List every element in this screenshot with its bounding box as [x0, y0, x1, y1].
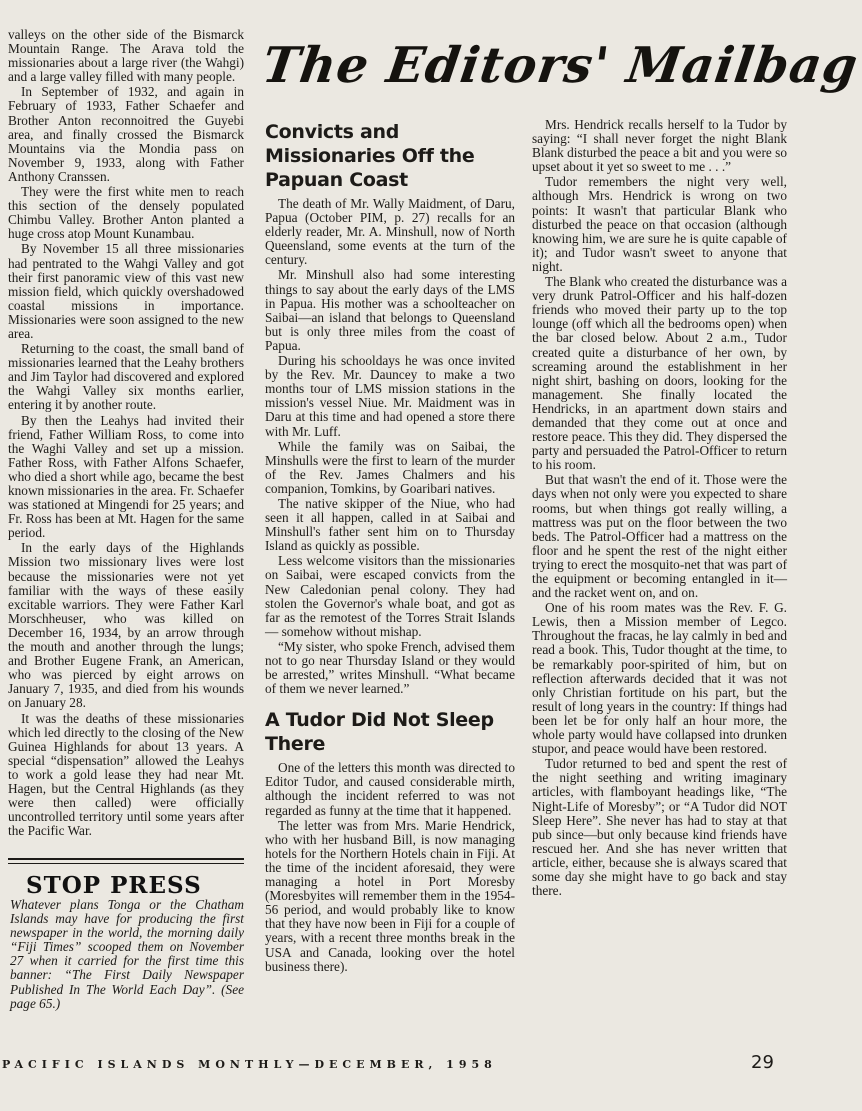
paragraph: valleys on the other side of the Bismarck Mountain Range. The Arava told the missionaries about a large river (the Wahgi) and a large valley filled with many people. [8, 27, 244, 85]
paragraph: By then the Leahys had invited their friend, Father William Ross, to come into the Waghi Valley and set up a mission. Father Ross, with Father Alfons Schaefer, who died a short while ago, became the best known missionaries in the area. Fr. Schaefer was stationed at Mingendi for 25 years; and Fr. Ross has been at Mt. Hagen for the same period. [8, 412, 244, 541]
paragraph: Mrs. Hendrick recalls herself to la Tudor by saying: “I shall never forget the night Blank Blank disturbed the peace a bit and you were so upset about it yet so sweet to me . . .” [532, 117, 787, 175]
paragraph: Tudor returned to bed and spent the rest of the night seething and writing imaginary articles, with flamboyant headings like, “The Night-Life of Moresby”; or “A Tudor did NOT Sleep Here”. She never has had to stay at that pub since—but only because kind friends have rescued her. And she has never written that article, either, because she is always scared that some day she might have to go back and stay there. [532, 756, 787, 899]
paragraph: One of the letters this month was directed to Editor Tudor, and caused considerable mirth, although the incident referred to was not regarded as funny at the time that it happened. [265, 760, 515, 818]
paragraph: During his schooldays he was once invited by the Rev. Mr. Dauncey to make a two months tour of LMS mission stations in the mission's vessel Niue. Mr. Maidment was in Daru at this time and had opened a store there with Mr. Luff. [265, 353, 515, 439]
paragraph: The death of Mr. Wally Maidment, of Daru, Papua (October PIM, p. 27) recalls for an elderly reader, Mr. A. Minshull, now of North Queensland, some events at the turn of the century. [265, 196, 515, 268]
paragraph: They were the first white men to reach this section of the densely populated Chimbu Valley. Brother Anton planted a huge cross atop Mount Kunambau. [8, 184, 244, 242]
paragraph: The native skipper of the Niue, who had seen it all happen, called in at Saibai and Minshull's father sent him on to Thursday Island as quickly as possible. [265, 495, 515, 554]
paragraph: The letter was from Mrs. Marie Hendrick, who with her husband Bill, is now managing hotels for the Northern Hotels chain in Fiji. At the time of the incident aforesaid, they were managing a hotel in Port Moresby (Moresbyites will remember them in the 1954-56 period, and would probably like to know that they have now been in Fiji for a couple of years, with a recent three months break in the USA and Canada, looking over the hotel business there). [265, 817, 515, 974]
paragraph: The Blank who created the disturbance was a very drunk Patrol-Officer and his half-dozen friends who moved their party up to the top lounge (off which all the bedrooms open) when the bar closed below. About 2 a.m., Tudor created quite a disturbance of her own, by screaming around the establishment in her night shirt, bashing on doors, looking for the management. She finally located the Hendricks, in an apartment down stairs and demanded that they come out at once and restore peace. This they did. They dispersed the party and persuaded the Patrol-Officer to return to his room. [532, 274, 787, 473]
page-number: 29 [751, 1052, 774, 1073]
running-title: PACIFIC ISLANDS MONTHLY—DECEMBER, 1958 [2, 1058, 497, 1071]
paragraph: While the family was on Saibai, the Minshulls were the first to learn of the murder of the Rev. James Chalmers and his companion, Tomkins, by Goaribari natives. [265, 438, 515, 496]
paragraph: In the early days of the Highlands Mission two missionary lives were lost because the missionaries were not yet familiar with the ways of these easily excitable warriors. They were Father Karl Morschheuser, who was killed on December 16, 1934, by an arrow through the mouth and another through the lungs; and Brother Eugene Frank, an American, who was pierced by eight arrows on January 7, 1935, and died from his wounds on January 28. [8, 540, 244, 711]
column-middle [265, 118, 515, 975]
column-left [8, 28, 244, 839]
paragraph: By November 15 all three missionaries had pentrated to the Wahgi Valley and got their first panoramic view of this vast new mission field, which quickly overshadowed coastal missions in importance. Missionaries were soon assigned to the new area. [8, 241, 244, 341]
stop-press-text: Whatever plans Tonga or the Chatham Islands may have for producing the first newspaper in the world, the morning daily “Fiji Times” scooped them on November 27 when it carried for the first time this banner: “The First Daily Newspaper Published In The World Each Day”. (See page 65.) [10, 897, 244, 1011]
article-headline: Convicts and Missionaries Off the Papuan Coast [265, 121, 475, 191]
page-footer [0, 1054, 801, 1076]
paragraph: Mr. Minshull also had some interesting things to say about the early days of the LMS in Papua. His mother was a schoolteacher on Saibai—an island that belongs to Queensland but is only three miles from the coast of Papua. [265, 267, 515, 353]
paragraph: Tudor remembers the night very well, although Mrs. Hendrick is wrong on two points: It wasn't that particular Blank who disturbed the peace on that occasion (although knowing him, we are sure he is quite capable of it); and Tudor wasn't sweet to anyone that night. [532, 174, 787, 274]
paragraph: Returning to the coast, the small band of missionaries learned that the Leahy brothers and Jim Taylor had discovered and explored the Wahgi Valley six months earlier, entering it by another route. [8, 341, 244, 413]
stop-press-title: STOP PRESS [26, 872, 202, 899]
paragraph: It was the deaths of these missionaries which led directly to the closing of the New Guinea Highlands for about 13 years. A special “dispensation” allowed the Leahys to work a gold lease they had near Mt. Hagen, but the Central Highlands (as they were then called) were officially uncontrolled territory until some years after the Pacific War. [8, 710, 244, 839]
paragraph: One of his room mates was the Rev. F. G. Lewis, then a Mission member of Legco. Throughout the fracas, he lay calmly in bed and read a book. This, Tudor thought at the time, to be remarkably poor-spirited of him, but on reflection afterwards decided that it was not only Christian fortitude on his part, but the result of long years in the country: If things had been let be for only half an hour more, the whole party would have collapsed into drunken stupor, and peace would have been restored. [532, 600, 787, 757]
divider-rule [8, 858, 244, 860]
masthead-title: The Editors' Mailbag [258, 36, 862, 94]
column-right [532, 118, 787, 899]
article-headline: A Tudor Did Not Sleep There [265, 709, 494, 756]
paragraph: In September of 1932, and again in February of 1933, Father Schaefer and Brother Anton reconnoitred the Guyebi area, and finally crossed the Bismarck Mountains via the Mondia pass on November 9, 1933, along with Father Anthony Cranssen. [8, 84, 244, 184]
divider-rule [8, 863, 244, 864]
paragraph: Less welcome visitors than the missionaries on Saibai, were escaped convicts from the New Caledonian penal colony. They had stolen the Governor's whale boat, and got as far as the remotest of the Torres Strait Islands — somehow without mishap. [265, 553, 515, 639]
paragraph: “My sister, who spoke French, advised them not to go near Thursday Island or they would be arrested,” writes Minshull. “What became of them we never learned.” [265, 638, 515, 697]
paragraph: But that wasn't the end of it. Those were the days when not only were you expected to share rooms, but when things got really willing, a mattress was put on the floor between the two beds. The Patrol-Officer had a mattress on the floor and he spent the rest of the night either trying to erect the mosquito-net that was part of the equipment or becoming entangled in it—and the racket went on, and on. [532, 472, 787, 601]
